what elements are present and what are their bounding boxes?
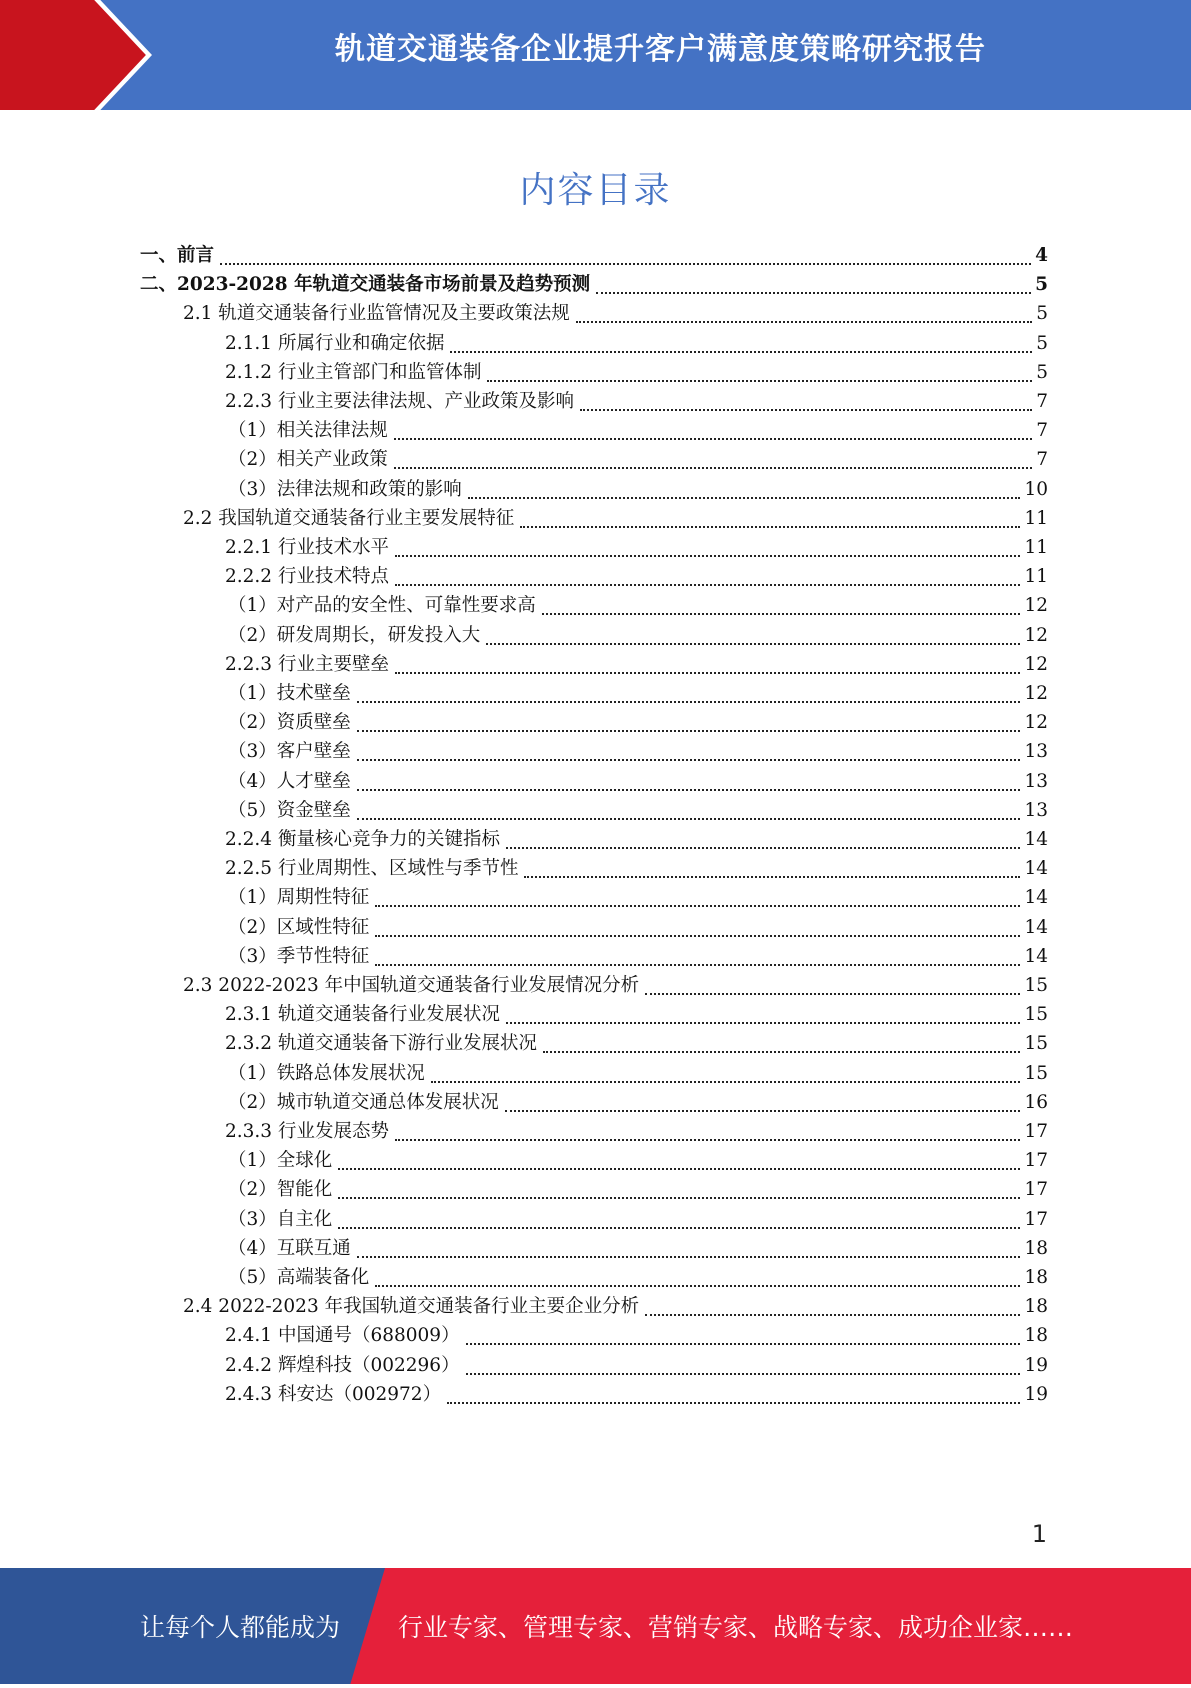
toc-entry[interactable] bbox=[225, 999, 1048, 1030]
toc-entry-page: 17 bbox=[1024, 1150, 1048, 1172]
toc-entry-page: 13 bbox=[1024, 741, 1048, 763]
toc-entry[interactable] bbox=[183, 298, 1048, 329]
toc-entry-page: 12 bbox=[1024, 653, 1048, 675]
toc-entry-page: 11 bbox=[1024, 566, 1048, 588]
toc-entry[interactable] bbox=[183, 970, 1048, 1001]
toc-entry-title: 一、前言 bbox=[140, 245, 215, 266]
toc-dot-leader bbox=[580, 408, 1032, 411]
toc-entry[interactable] bbox=[228, 882, 1048, 913]
toc-dot-leader bbox=[375, 963, 1020, 966]
toc-dot-leader bbox=[505, 1109, 1021, 1112]
toc-entry-title: 2.3.1 轨道交通装备行业发展状况 bbox=[225, 1004, 500, 1026]
toc-dot-leader bbox=[357, 729, 1021, 732]
toc-entry-page: 5 bbox=[1036, 303, 1048, 325]
toc-entry[interactable] bbox=[225, 1116, 1048, 1147]
toc-entry-title: 2.4.1 中国通号（688009） bbox=[225, 1325, 460, 1347]
toc-entry[interactable] bbox=[228, 941, 1048, 972]
toc-entry-title: （4）互联互通 bbox=[228, 1237, 351, 1259]
toc-dot-leader bbox=[395, 1138, 1020, 1141]
toc-entry-title: （3）季节性特征 bbox=[228, 945, 370, 967]
toc-entry[interactable] bbox=[228, 620, 1048, 651]
toc-dot-leader bbox=[645, 992, 1020, 995]
toc-entry-title: 2.2.3 行业主要壁垒 bbox=[225, 653, 389, 675]
toc-entry[interactable] bbox=[225, 386, 1048, 417]
toc-entry[interactable] bbox=[225, 328, 1048, 359]
toc-dot-leader bbox=[520, 525, 1020, 528]
toc-dot-leader bbox=[506, 846, 1020, 849]
toc-dot-leader bbox=[375, 934, 1020, 937]
toc-dot-leader bbox=[375, 904, 1020, 907]
toc-entry[interactable] bbox=[228, 795, 1048, 826]
toc-dot-leader bbox=[338, 1196, 1020, 1199]
toc-entry-title: （2）城市轨道交通总体发展状况 bbox=[228, 1091, 499, 1113]
toc-dot-leader bbox=[466, 1342, 1021, 1345]
page-number: 1 bbox=[1031, 1520, 1047, 1548]
toc-entry-page: 12 bbox=[1024, 683, 1048, 704]
toc-entry[interactable] bbox=[225, 1028, 1048, 1059]
toc-entry-page: 11 bbox=[1024, 507, 1048, 529]
toc-dot-leader bbox=[395, 583, 1020, 586]
toc-entry[interactable] bbox=[225, 1379, 1048, 1410]
toc-dot-leader bbox=[524, 875, 1020, 878]
toc-entry-page: 12 bbox=[1024, 624, 1048, 646]
toc-entry-title: 2.2.3 行业主要法律法规、产业政策及影响 bbox=[225, 391, 574, 412]
toc-entry-page: 14 bbox=[1024, 916, 1048, 938]
toc-entry-page: 15 bbox=[1024, 1033, 1048, 1055]
toc-entry-page: 4 bbox=[1035, 245, 1048, 266]
toc-heading: 内容目录 bbox=[519, 170, 672, 211]
toc-entry-title: （1）周期性特征 bbox=[228, 887, 370, 909]
toc-entry-page: 11 bbox=[1024, 537, 1048, 558]
toc-entry[interactable] bbox=[228, 1204, 1048, 1235]
toc-dot-leader bbox=[395, 671, 1020, 674]
toc-entry[interactable] bbox=[225, 532, 1048, 563]
toc-entry-title: 2.4 2022-2023 年我国轨道交通装备行业主要企业分析 bbox=[183, 1296, 640, 1318]
toc-entry-page: 18 bbox=[1024, 1325, 1048, 1347]
toc-entry-title: 2.4.3 科安达（002972） bbox=[225, 1383, 442, 1405]
toc-entry-title: （1）技术壁垒 bbox=[228, 683, 351, 704]
header-banner bbox=[0, 0, 1191, 110]
toc-entry[interactable] bbox=[228, 590, 1048, 621]
toc-entry-title: 2.2 我国轨道交通装备行业主要发展特征 bbox=[183, 507, 515, 529]
toc-dot-leader bbox=[645, 1313, 1020, 1316]
toc-entry-page: 14 bbox=[1024, 945, 1048, 967]
toc-entry-title: 2.3.2 轨道交通装备下游行业发展状况 bbox=[225, 1033, 537, 1055]
toc-entry[interactable] bbox=[228, 766, 1048, 797]
toc-dot-leader bbox=[357, 1255, 1021, 1258]
toc-dot-leader bbox=[486, 642, 1020, 645]
toc-dot-leader bbox=[468, 496, 1021, 499]
toc-entry-title: 2.4.2 辉煌科技（002296） bbox=[225, 1354, 460, 1376]
toc-dot-leader bbox=[394, 437, 1032, 440]
toc-entry-page: 17 bbox=[1024, 1179, 1048, 1201]
toc-entry[interactable] bbox=[228, 1233, 1048, 1264]
toc-entry-page: 12 bbox=[1024, 712, 1048, 734]
toc-entry-page: 14 bbox=[1024, 887, 1048, 909]
toc-entry-title: （5）资金壁垒 bbox=[228, 799, 351, 821]
toc-entry-title: （2）资质壁垒 bbox=[228, 712, 351, 734]
toc-entry-page: 18 bbox=[1024, 1237, 1048, 1259]
toc-dot-leader bbox=[506, 1021, 1020, 1024]
toc-dot-leader bbox=[596, 291, 1031, 294]
toc-entry-page: 17 bbox=[1024, 1208, 1048, 1230]
toc-dot-leader bbox=[357, 700, 1021, 703]
toc-dot-leader bbox=[395, 554, 1020, 557]
toc-entry[interactable] bbox=[228, 1174, 1048, 1205]
toc-entry[interactable] bbox=[225, 1350, 1048, 1381]
toc-entry-title: （2）相关产业政策 bbox=[228, 449, 388, 471]
header-red-chevron bbox=[0, 0, 150, 110]
toc-entry[interactable] bbox=[225, 1320, 1048, 1351]
toc-entry-title: 2.1.2 行业主管部门和监管体制 bbox=[225, 361, 482, 383]
toc-dot-leader bbox=[450, 350, 1032, 353]
toc-entry-page: 19 bbox=[1024, 1383, 1048, 1405]
toc-entry-title: （2）区域性特征 bbox=[228, 916, 370, 938]
toc-entry[interactable] bbox=[228, 1058, 1048, 1089]
toc-entry[interactable] bbox=[228, 1145, 1048, 1176]
toc-entry-page: 14 bbox=[1024, 829, 1048, 850]
toc-dot-leader bbox=[487, 379, 1032, 382]
toc-entry-title: （5）高端装备化 bbox=[228, 1267, 370, 1288]
toc-entry-title: 2.2.1 行业技术水平 bbox=[225, 537, 389, 558]
toc-entry-title: （2）智能化 bbox=[228, 1179, 333, 1201]
toc-entry-title: （3）法律法规和政策的影响 bbox=[228, 478, 462, 500]
report-title: 轨道交通装备企业提升客户满意度策略研究报告 bbox=[335, 32, 986, 67]
toc-entry-title: 2.1 轨道交通装备行业监管情况及主要政策法规 bbox=[183, 303, 570, 325]
toc-entry-page: 19 bbox=[1024, 1354, 1048, 1376]
toc-entry-page: 13 bbox=[1024, 799, 1048, 821]
toc-entry-page: 18 bbox=[1024, 1296, 1048, 1318]
toc-dot-leader bbox=[394, 466, 1032, 469]
toc-entry-page: 15 bbox=[1024, 1062, 1048, 1084]
toc-entry-title: （4）人才壁垒 bbox=[228, 770, 351, 792]
toc-entry[interactable] bbox=[228, 707, 1048, 738]
toc-entry[interactable] bbox=[228, 474, 1048, 505]
toc-entry-page: 10 bbox=[1024, 478, 1048, 500]
toc-dot-leader bbox=[466, 1372, 1021, 1375]
toc-dot-leader bbox=[576, 320, 1032, 323]
toc-entry[interactable] bbox=[228, 1087, 1048, 1118]
toc-dot-leader bbox=[357, 817, 1021, 820]
toc-entry-title: 2.2.4 衡量核心竞争力的关键指标 bbox=[225, 829, 500, 850]
toc-entry[interactable] bbox=[225, 649, 1048, 680]
footer-slogan-right: 行业专家、管理专家、营销专家、战略专家、成功企业家…… bbox=[398, 1613, 1074, 1642]
toc-entry[interactable] bbox=[225, 824, 1048, 855]
toc-dot-leader bbox=[431, 1080, 1021, 1083]
toc-dot-leader bbox=[375, 1284, 1020, 1287]
toc-entry-page: 15 bbox=[1024, 975, 1048, 996]
toc-entry-page: 16 bbox=[1024, 1091, 1048, 1113]
toc-entry-page: 15 bbox=[1024, 1004, 1048, 1026]
toc-dot-leader bbox=[338, 1226, 1020, 1229]
toc-entry[interactable] bbox=[225, 853, 1048, 884]
toc-entry-title: 2.3 2022-2023 年中国轨道交通装备行业发展情况分析 bbox=[183, 975, 640, 996]
footer-slogan-left: 让每个人都能成为 bbox=[140, 1613, 341, 1642]
toc-entry-title: 2.2.5 行业周期性、区域性与季节性 bbox=[225, 858, 519, 880]
toc-entry-title: 2.2.2 行业技术特点 bbox=[225, 566, 389, 588]
toc-entry-title: 2.3.3 行业发展态势 bbox=[225, 1121, 389, 1142]
toc-entry-page: 7 bbox=[1036, 420, 1048, 442]
toc-entry[interactable] bbox=[228, 415, 1048, 446]
toc-dot-leader bbox=[338, 1167, 1020, 1170]
toc-entry-title: （1）铁路总体发展状况 bbox=[228, 1062, 425, 1084]
toc-entry-page: 18 bbox=[1024, 1267, 1048, 1288]
toc-entry-title: （1）全球化 bbox=[228, 1150, 333, 1172]
toc-entry-page: 14 bbox=[1024, 858, 1048, 880]
toc-entry-title: （3）自主化 bbox=[228, 1208, 333, 1230]
toc-entry-page: 12 bbox=[1024, 595, 1048, 617]
toc-entry-title: 二、2023-2028 年轨道交通装备市场前景及趋势预测 bbox=[140, 274, 591, 296]
toc-dot-leader bbox=[447, 1401, 1020, 1404]
toc-entry[interactable] bbox=[140, 240, 1048, 271]
toc-dot-leader bbox=[543, 1050, 1020, 1053]
footer-banner bbox=[0, 1568, 1191, 1684]
toc-entry[interactable] bbox=[228, 678, 1048, 709]
toc-dot-leader bbox=[357, 788, 1021, 791]
toc-entry-page: 5 bbox=[1036, 361, 1048, 383]
toc-entry[interactable] bbox=[228, 1262, 1048, 1293]
toc-entry-page: 13 bbox=[1024, 770, 1048, 792]
toc-entry-title: 2.1.1 所属行业和确定依据 bbox=[225, 332, 445, 354]
toc-entry[interactable] bbox=[183, 1291, 1048, 1322]
toc-entry[interactable] bbox=[183, 503, 1048, 534]
toc-entry-title: （2）研发周期长，研发投入大 bbox=[228, 624, 481, 646]
toc-entry-title: （3）客户壁垒 bbox=[228, 741, 351, 763]
toc-entry-title: （1）相关法律法规 bbox=[228, 420, 388, 442]
toc-entry-page: 5 bbox=[1036, 332, 1048, 354]
toc-entry[interactable] bbox=[228, 736, 1048, 767]
toc-entry[interactable] bbox=[228, 444, 1048, 475]
toc-dot-leader bbox=[542, 612, 1021, 615]
toc-entry-page: 17 bbox=[1024, 1121, 1048, 1142]
toc-entry-page: 7 bbox=[1036, 391, 1048, 412]
toc-entry-page: 5 bbox=[1035, 274, 1048, 296]
toc-dot-leader bbox=[220, 262, 1031, 265]
toc-entry[interactable] bbox=[225, 357, 1048, 388]
toc-entry[interactable] bbox=[228, 912, 1048, 943]
toc-entry-title: （1）对产品的安全性、可靠性要求高 bbox=[228, 595, 536, 617]
toc-entry[interactable] bbox=[140, 269, 1048, 300]
toc-entry[interactable] bbox=[225, 561, 1048, 592]
toc-dot-leader bbox=[357, 758, 1021, 761]
toc-entry-page: 7 bbox=[1036, 449, 1048, 471]
